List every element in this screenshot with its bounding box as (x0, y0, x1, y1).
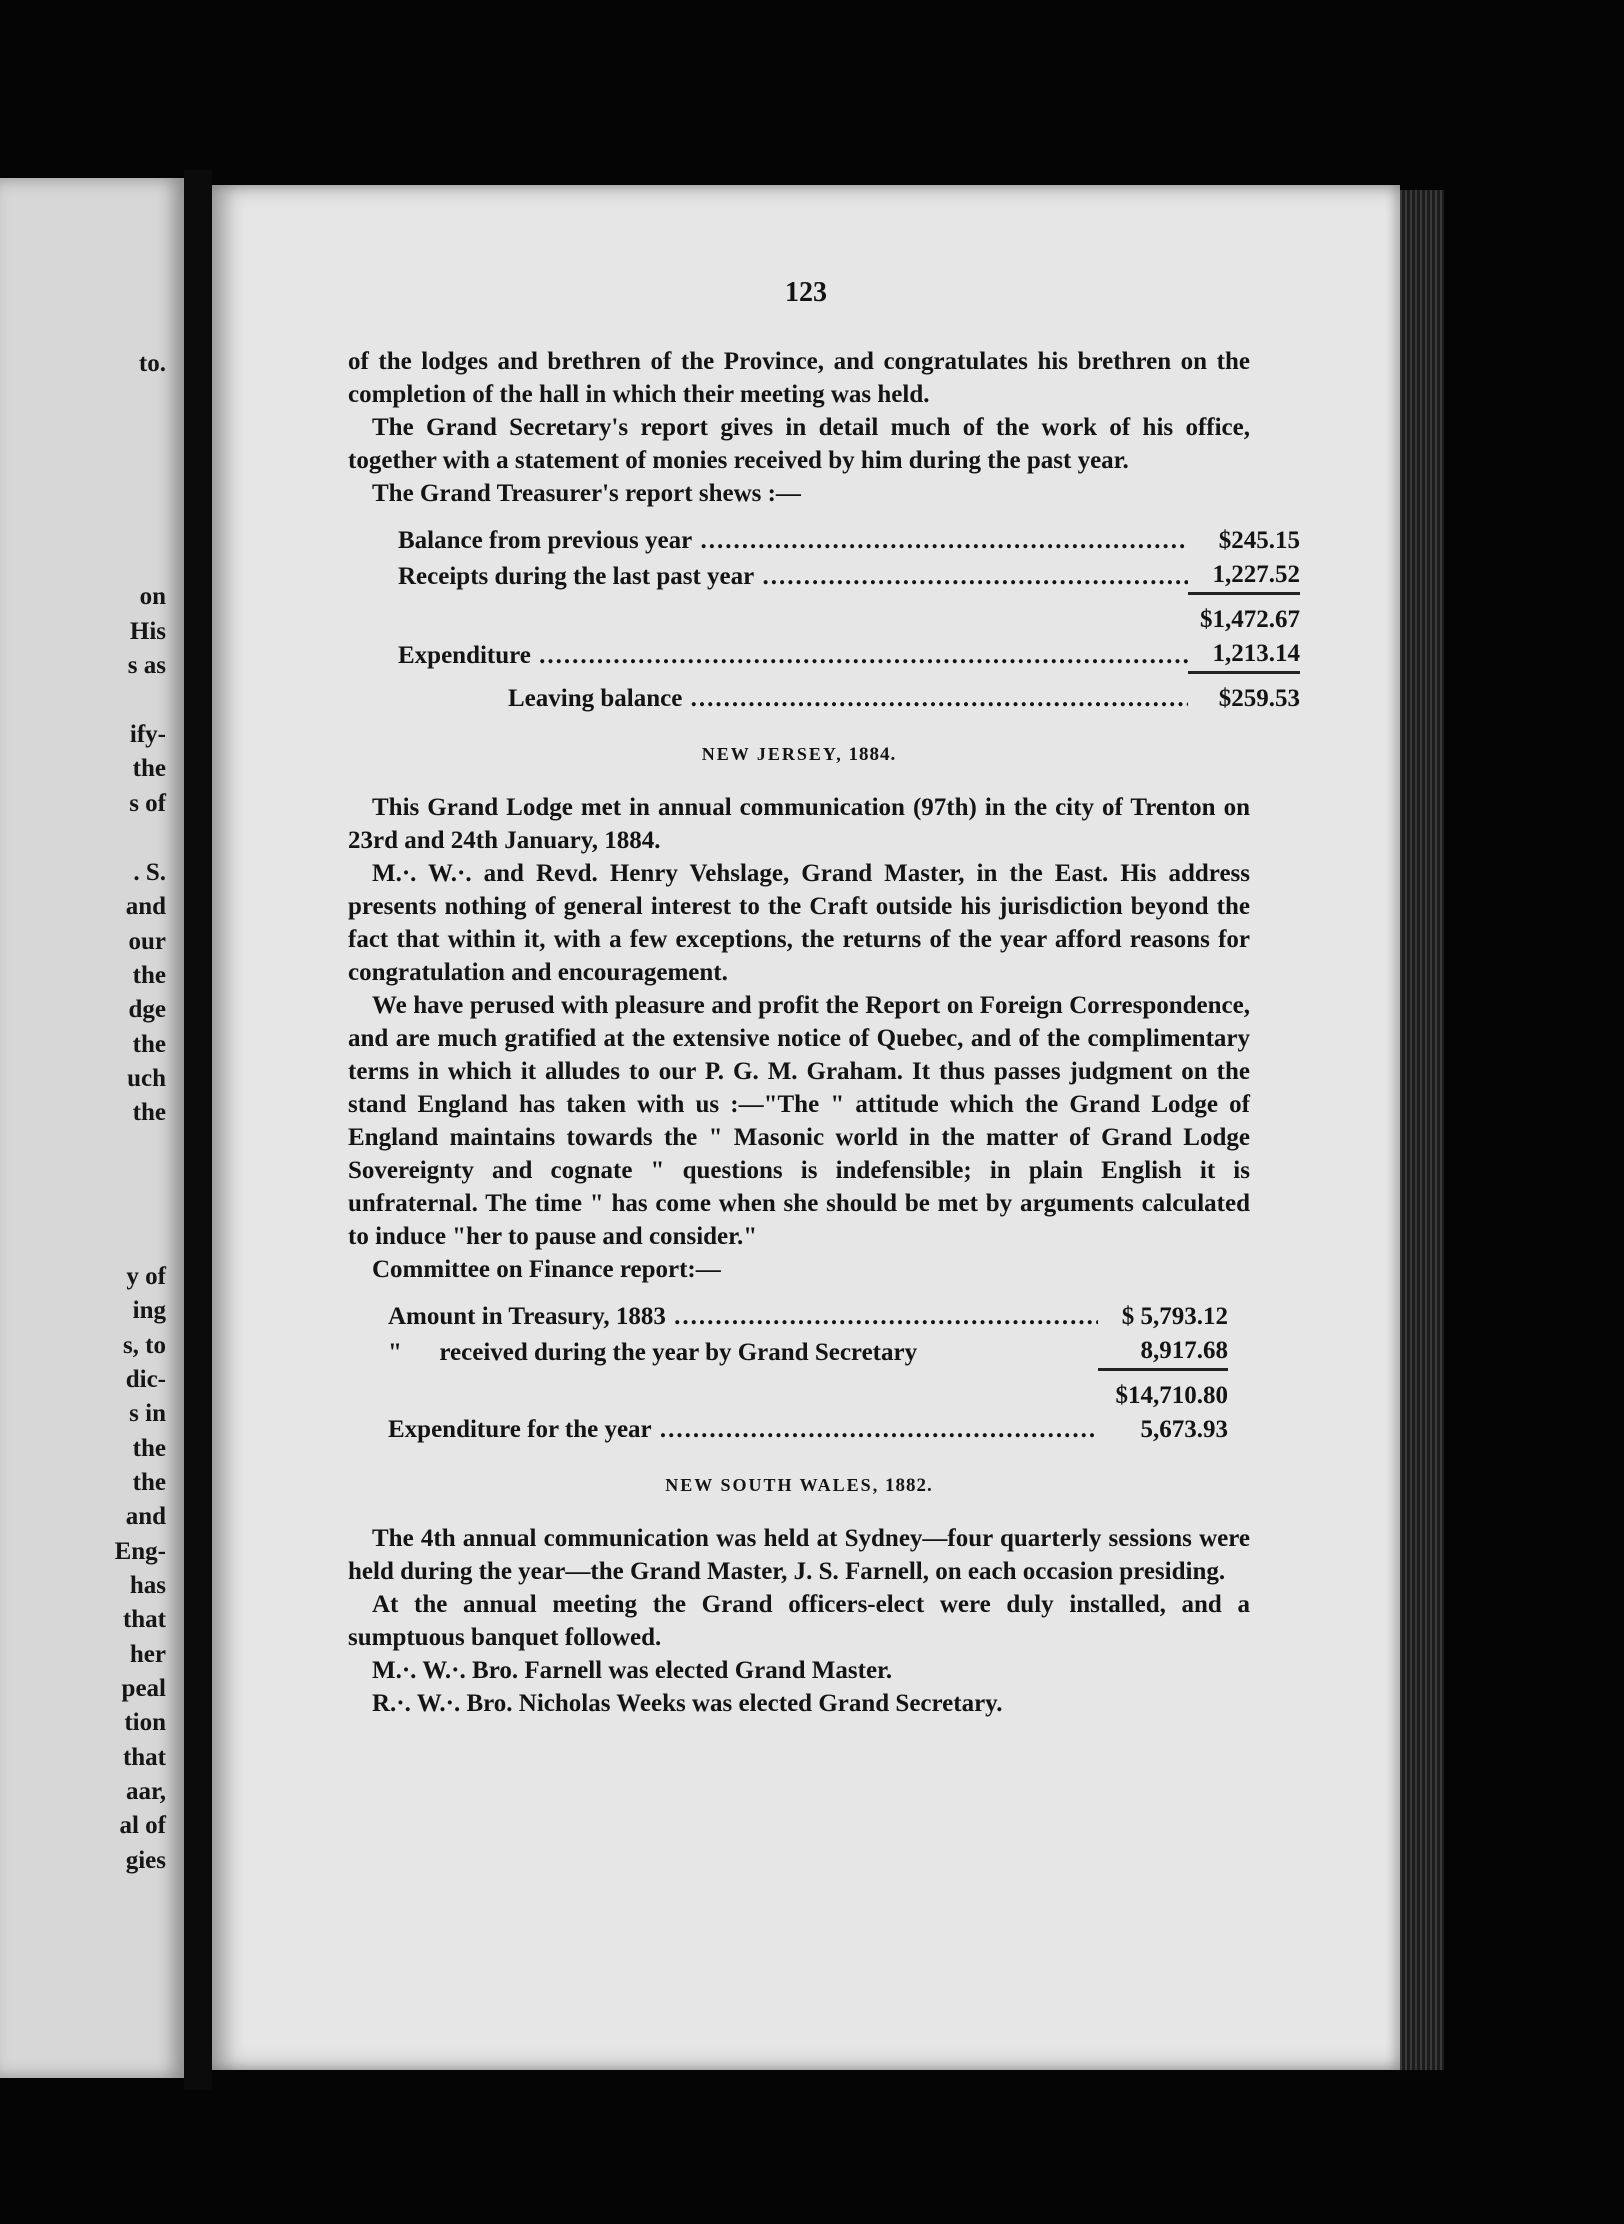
left-page-line: the (132, 1435, 166, 1462)
paragraph: At the annual meeting the Grand officers-elect were duly installed, and a sumptuous banquet followed. (348, 1591, 1250, 1651)
page-stack-edge (1400, 190, 1444, 2070)
left-page-line: ing (132, 1297, 166, 1324)
paragraph: M.·. W.·. and Revd. Henry Vehslage, Grand Master, in the East. His address presents nothing of general interest to the Craft outside his jurisdiction beyond the fact that within it, with a few exceptions, the returns of the year afford reasons for congratulation and encouragement. (348, 860, 1250, 986)
left-page-line: to. (138, 350, 166, 377)
ledger-row (388, 1334, 1228, 1370)
previous-page-fragment (0, 178, 184, 2078)
left-page-line: and (125, 1503, 166, 1530)
left-page-line: the (132, 1469, 166, 1496)
left-page-line: y of (126, 1263, 166, 1290)
left-page-line: the (132, 1031, 166, 1058)
left-page-line: and (125, 893, 166, 920)
left-page-line: s as (127, 652, 166, 679)
book-binding (184, 170, 212, 2090)
ledger-amount: $245.15 (1218, 527, 1300, 554)
left-page-line: has (129, 1572, 166, 1599)
ledger-label: Amount in Treasury, 1883 (388, 1303, 666, 1330)
ledger-label (398, 594, 1188, 638)
ledger-subtotal: $1,472.67 (1188, 594, 1300, 638)
left-page-line: the (132, 962, 166, 989)
ledger-label: " received during the year by Grand Secretary (388, 1338, 918, 1366)
section-heading-new-south-wales (348, 1469, 1250, 1502)
page-number: 123 (785, 277, 827, 308)
ledger-subtotal: $14,710.80 (1098, 1370, 1228, 1414)
section-heading-name: NEW SOUTH WALES, (665, 1475, 880, 1495)
left-page-line: His (129, 618, 166, 645)
paragraph: We have perused with pleasure and profit the Report on Foreign Correspondence, and are much gratified at the extensive notice of Quebec, and of the complimentary terms in which it alludes to our P. G. M. Graham. It thus passes judgment on the stand England has taken with us :—"The " attitude which the Grand Lodge of England maintains towards the " Masonic world in the matter of Grand Lodge Sovereignty and cognate " questions is indefensible; in plain English it is unfraternal. The time " has come when she should be met by arguments calculated to induce "her to pause and consider." (348, 992, 1250, 1250)
paragraph: Committee on Finance report:— (372, 1256, 721, 1283)
paragraph: M.·. W.·. Bro. Farnell was elected Grand Master. (372, 1657, 893, 1684)
ledger-label: Receipts during the last past year (398, 562, 755, 590)
left-page-line: gies (125, 1847, 166, 1874)
left-page-line: tion (124, 1709, 166, 1736)
finance-ledger (388, 1300, 1228, 1447)
section-heading-new-jersey (348, 738, 1250, 771)
page-body (348, 345, 1300, 1720)
section-heading-name: NEW JERSEY, (701, 744, 843, 764)
ledger-row (388, 1370, 1228, 1414)
left-page-line: Eng- (114, 1538, 166, 1565)
paragraph: The Grand Secretary's report gives in detail much of the work of his office, together with a statement of monies received by him during the past year. (348, 414, 1250, 474)
left-page-line: peal (121, 1675, 166, 1702)
left-page-line: on (139, 583, 166, 610)
treasurer-ledger (398, 524, 1300, 716)
ledger-row (398, 594, 1300, 638)
paragraph: R.·. W.·. Bro. Nicholas Weeks was elected Grand Secretary. (372, 1690, 1003, 1717)
ledger-row (398, 637, 1300, 673)
ledger-label: Leaving balance (508, 685, 683, 712)
paragraph: The 4th annual communication was held at Sydney—four quarterly sessions were held during the year—the Grand Master, J. S. Farnell, on each occasion presiding. (348, 1525, 1250, 1585)
book-page (212, 185, 1400, 2070)
left-page-line: s of (129, 790, 166, 817)
left-page-line: dic- (125, 1366, 166, 1393)
left-page-line: that (122, 1606, 166, 1633)
ledger-amount: $ 5,793.12 (1121, 1303, 1228, 1330)
ledger-total: $259.53 (1188, 673, 1300, 717)
ledger-label: Expenditure (398, 641, 531, 669)
left-page-line: al of (119, 1812, 166, 1839)
paragraph: of the lodges and brethren of the Province, and congratulates his brethren on the completion of the hall in which their meeting was held. (348, 348, 1250, 408)
left-page-line: s in (129, 1400, 166, 1427)
ledger-row (388, 1300, 1228, 1334)
ledger-amount: 8,917.68 (1140, 1337, 1228, 1364)
ledger-row (398, 558, 1300, 594)
left-page-line: our (128, 928, 166, 955)
ledger-row (388, 1413, 1228, 1447)
left-page-line: . S. (133, 859, 166, 886)
ledger-amount: 5,673.93 (1140, 1416, 1228, 1443)
ledger-amount: 1,227.52 (1212, 561, 1300, 588)
left-page-line: her (129, 1641, 166, 1668)
left-page-line: dge (128, 996, 166, 1023)
paragraph: The Grand Treasurer's report shews :— (372, 480, 801, 507)
section-heading-year: 1884. (848, 744, 897, 765)
left-page-line: the (132, 755, 166, 782)
ledger-label: Expenditure for the year (388, 1416, 652, 1443)
paragraph: This Grand Lodge met in annual communication (97th) in the city of Trenton on 23rd and 24th January, 1884. (348, 794, 1250, 854)
ledger-label: Balance from previous year (398, 527, 693, 554)
ledger-row (398, 524, 1300, 558)
left-page-line: uch (127, 1065, 166, 1092)
left-page-line: aar, (125, 1778, 166, 1805)
ledger-row (398, 673, 1300, 717)
ledger-label (388, 1370, 1098, 1414)
left-page-line: that (122, 1744, 166, 1771)
ledger-amount: 1,213.14 (1212, 640, 1300, 667)
left-page-line: ify- (129, 721, 166, 748)
left-page-line: s, to (122, 1332, 166, 1359)
section-heading-year: 1882. (884, 1475, 933, 1496)
left-page-line: the (132, 1099, 166, 1126)
